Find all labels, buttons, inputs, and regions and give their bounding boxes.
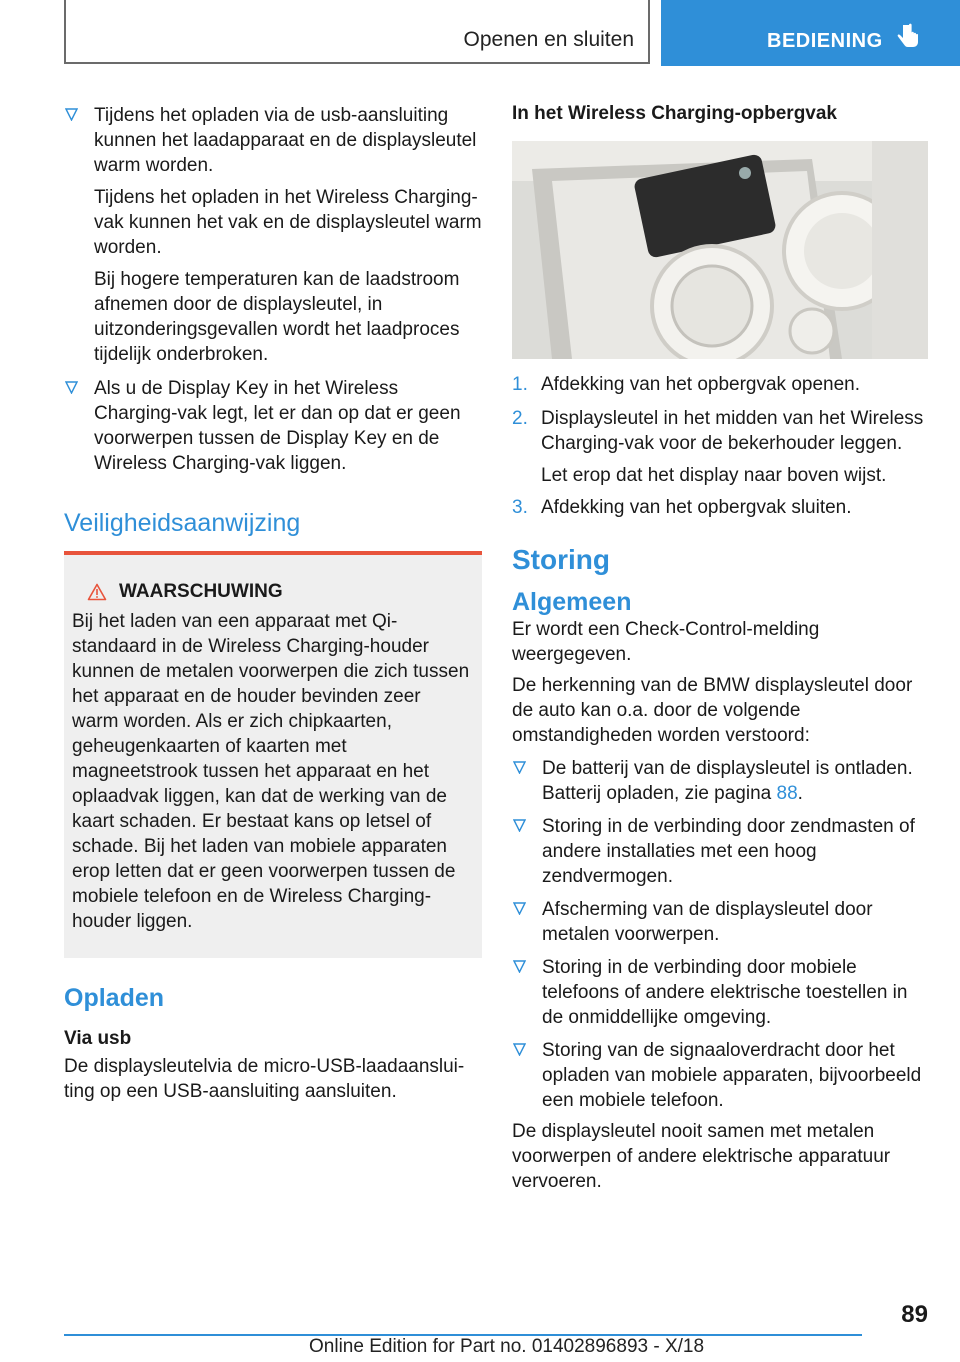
chapter-tab-label: BEDIENING <box>767 30 883 52</box>
header-section-box <box>64 0 650 64</box>
list-item <box>512 897 932 947</box>
step-text: Afdekking van het opbergvak sluiten. <box>541 497 852 518</box>
list-item <box>512 814 932 889</box>
triangle-bullet-icon <box>513 902 527 916</box>
step-note: Let erop dat het display naar boven wijst. <box>541 465 887 486</box>
warning-triangle-icon <box>87 583 107 601</box>
bullet-text-part: . <box>797 783 803 804</box>
bullet-text: Tijdens het opladen via de usb-aansluiting kunnen het laadapparaat en de displaysleutel warm worden. <box>94 105 477 176</box>
list-item <box>512 495 932 520</box>
list-item <box>512 756 932 806</box>
triangle-bullet-icon <box>65 381 79 395</box>
section-title: Openen en sluiten <box>463 28 634 51</box>
wireless-heading: In het Wireless Charging-opbergvak <box>512 103 838 124</box>
step-number: 2. <box>512 408 528 429</box>
closing-text: De displaysleutel nooit samen met metalen voorwerpen of andere elektrische apparatuur vervoeren. <box>512 1121 891 1192</box>
algemeen-heading: Algemeen <box>512 588 632 616</box>
step-number: 3. <box>512 497 528 518</box>
triangle-bullet-icon <box>513 960 527 974</box>
bullet-text: Bij hogere temperaturen kan de laadstroom afnemen door de displaysleutel, in uitzonderingsgevallen wordt het laadproces tijdelijk onderbroken. <box>94 269 460 365</box>
warning-title: WAARSCHUWING <box>119 581 283 602</box>
bullet-text: Storing van de signaaloverdracht door het opladen van mobiele apparaten, bijvoorbeeld een mobiele telefoon. <box>542 1040 922 1111</box>
wireless-charging-tray-photo <box>512 141 928 359</box>
triangle-bullet-icon <box>513 1043 527 1057</box>
left-column <box>64 103 482 1104</box>
steps-list <box>512 372 932 520</box>
page-link[interactable]: 88 <box>776 783 798 804</box>
triangle-bullet-icon <box>513 819 527 833</box>
usb-heading: Via usb <box>64 1028 132 1049</box>
safety-heading: Veiligheidsaanwijzing <box>64 509 301 537</box>
step-text: Displaysleutel in het midden van het Wireless Charging-vak voor de bekerhouder leggen. <box>541 408 924 454</box>
opladen-heading: Opladen <box>64 984 165 1012</box>
warning-title-row <box>72 581 472 603</box>
step-number: 1. <box>512 374 528 395</box>
usb-text: De displaysleutelvia de micro-USB-laadaanslui- ting op een USB-aansluiting aansluiten. <box>64 1056 465 1102</box>
list-item <box>512 372 932 397</box>
list-item <box>64 376 482 476</box>
list-item <box>512 1038 932 1113</box>
causes-list <box>512 756 932 1113</box>
bullet-text: Als u de Display Key in het Wireless Charging-vak legt, let er dan op dat er geen voorwerpen tussen de Display Key en de Wireless Charging-vak liggen. <box>94 378 461 474</box>
hand-pointer-icon <box>896 23 920 57</box>
bullet-text: Storing in de verbinding door zendmasten of andere installaties met een hoog zendvermogen. <box>542 816 915 887</box>
bullet-text: Tijdens het opladen in het Wireless Charging-vak kunnen het vak en de displaysleutel warm worden. <box>94 187 482 258</box>
algemeen-text: Er wordt een Check-Control-melding weergegeven. <box>512 619 820 665</box>
bullet-text: Storing in de verbinding door mobiele telefoons of andere elektrische toestellen in de onmiddellijke omgeving. <box>542 957 908 1028</box>
right-column <box>512 103 932 1194</box>
algemeen-text: De herkenning van de BMW displaysleutel door de auto kan o.a. door de volgende omstandigheden worden verstoord: <box>512 675 913 746</box>
triangle-bullet-icon <box>65 108 79 122</box>
page-number: 89 <box>901 1301 928 1328</box>
bullet-text <box>542 756 932 806</box>
list-item <box>64 103 482 367</box>
edition-text: Online Edition for Part no. 01402896893 - X/18 <box>309 1336 705 1357</box>
step-text: Afdekking van het opbergvak openen. <box>541 374 861 395</box>
warning-box <box>64 551 482 958</box>
storing-heading: Storing <box>512 544 610 575</box>
list-item <box>512 955 932 1030</box>
bullet-text: Afscherming van de displaysleutel door metalen voorwerpen. <box>542 899 873 945</box>
triangle-bullet-icon <box>513 761 527 775</box>
chapter-tab[interactable] <box>661 0 960 66</box>
warning-body: Bij het laden van een apparaat met Qi-standaard in de Wireless Charging-houder kunnen de metalen voorwerpen die zich tussen het apparaat en de houder bevinden zeer warm worden. Als er zich chipkaarten, geheugenkaarten of kaarten met magneetstrook tussen het apparaat en het oplaadvak liggen, kan dat de werking van de kaart schaden. Er bestaat kans op letsel of schade. Bij het laden van mobiele apparaten erop letten dat er geen voorwerpen tussen de mobiele telefoon en de Wireless Charging-houder liggen. <box>72 611 470 932</box>
bullet-text-part: De batterij van de displaysleutel is ontladen. Batterij opladen, zie pagina <box>542 758 913 804</box>
list-item <box>512 406 932 488</box>
